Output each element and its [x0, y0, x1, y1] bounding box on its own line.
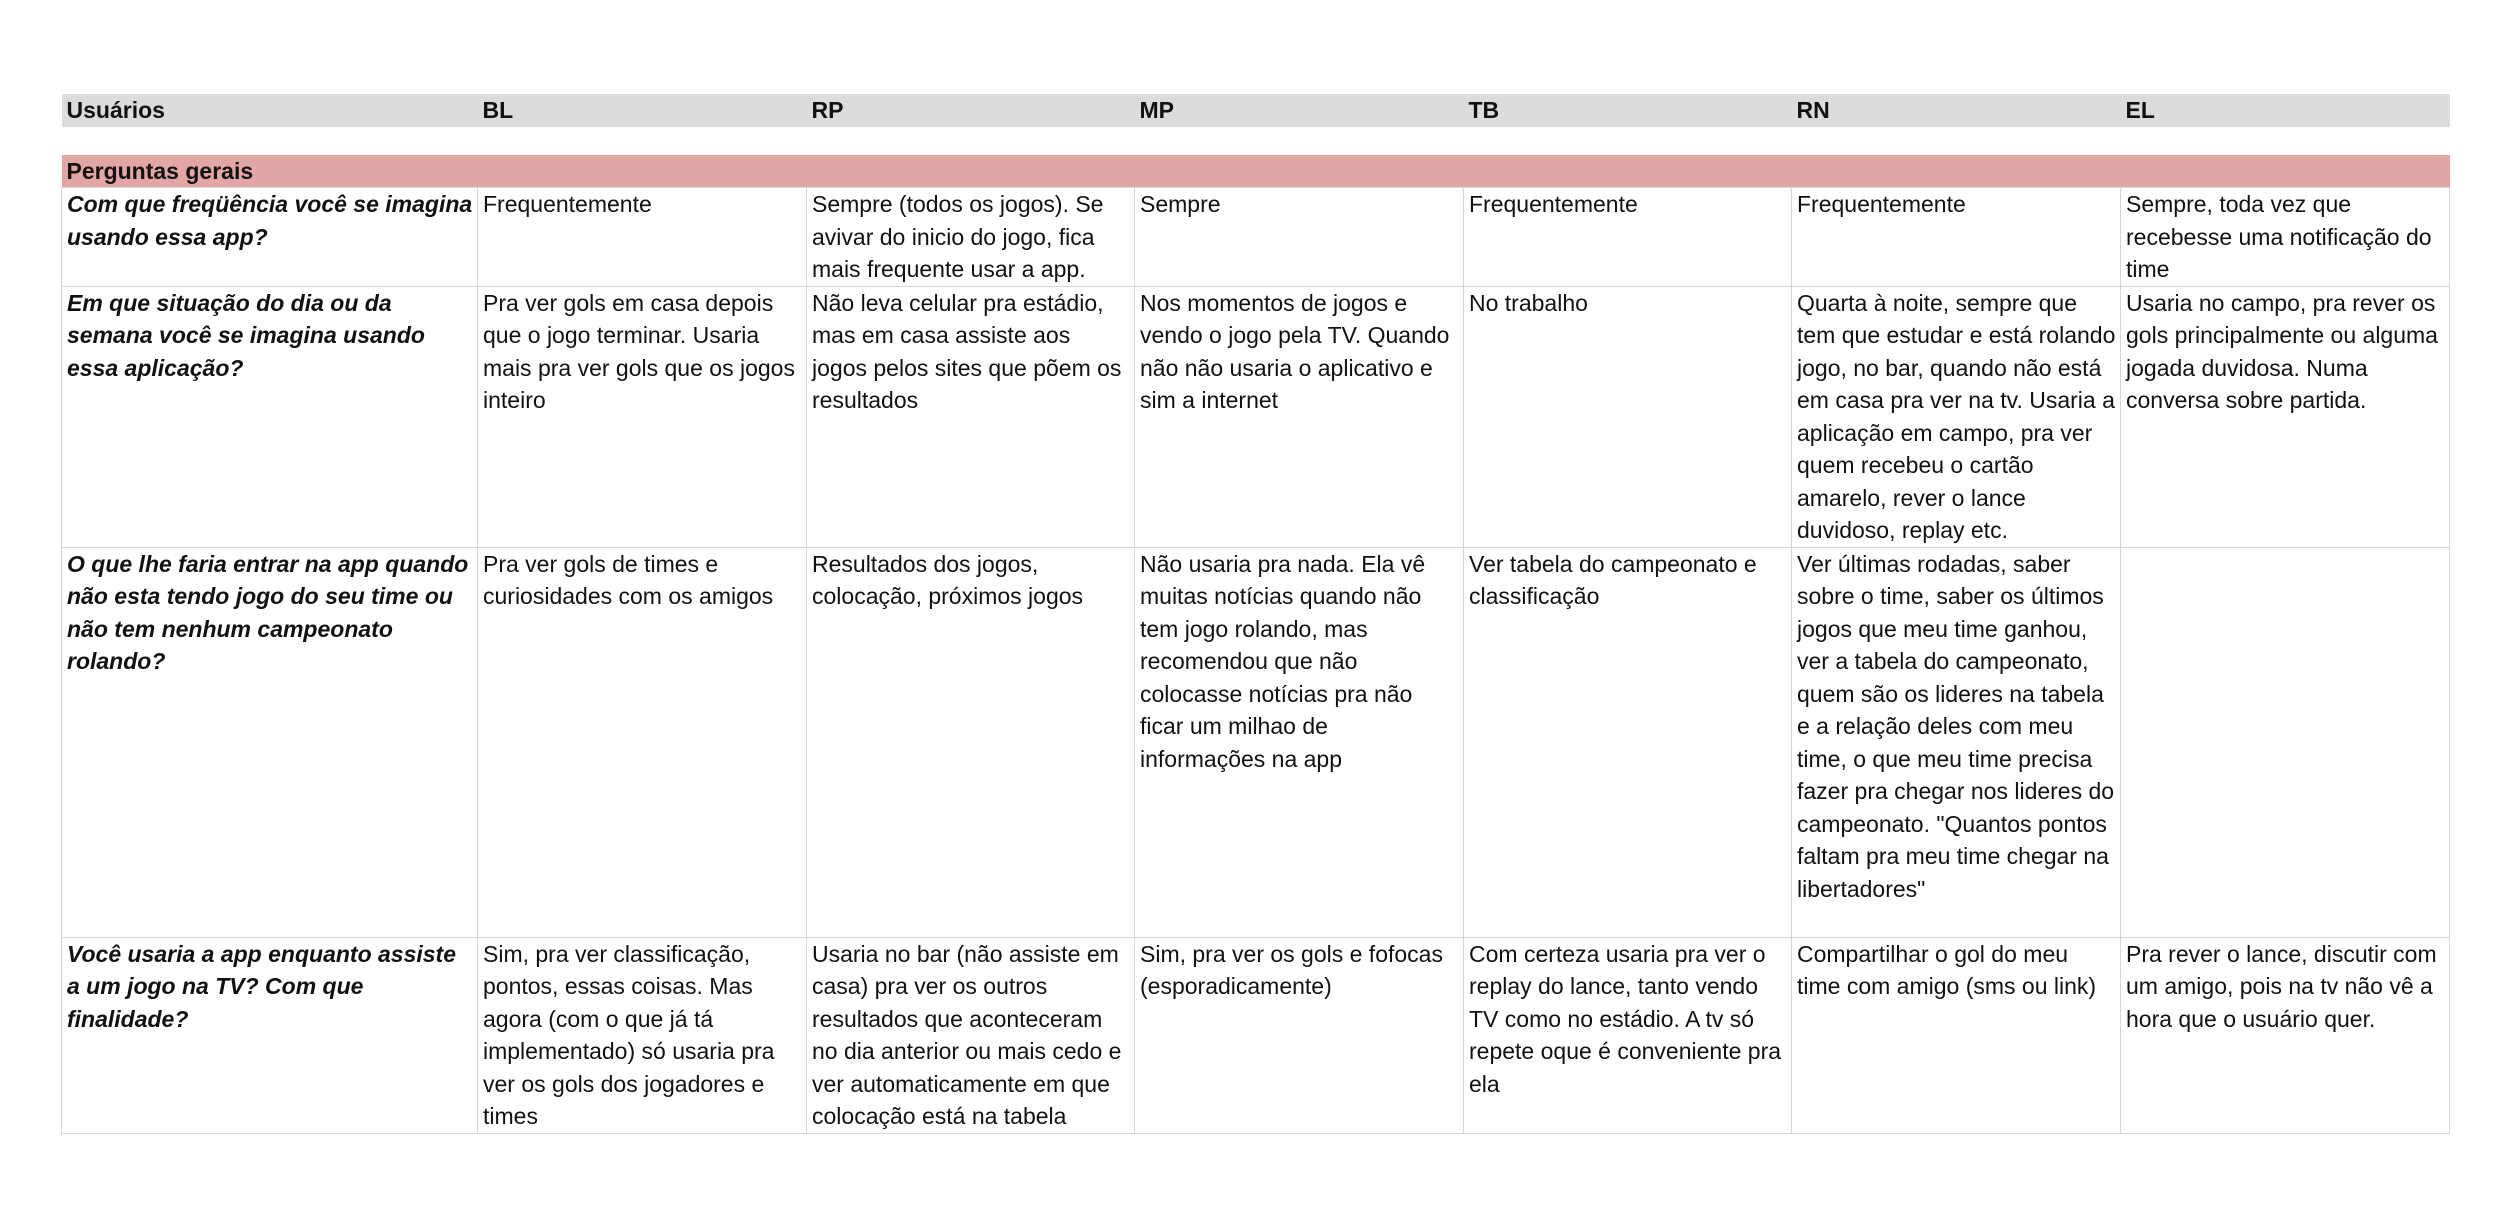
- answer-cell[interactable]: Frequentemente: [478, 188, 807, 287]
- answer-cell[interactable]: Resultados dos jogos, colocação, próximos jogos: [807, 547, 1135, 937]
- answer-cell[interactable]: Sempre (todos os jogos). Se avivar do inicio do jogo, fica mais frequente usar a app.: [807, 188, 1135, 287]
- header-user-cell[interactable]: RN: [1792, 94, 2121, 127]
- answer-cell[interactable]: Frequentemente: [1792, 188, 2121, 287]
- answer-cell[interactable]: No trabalho: [1464, 286, 1792, 547]
- header-user-cell[interactable]: RP: [807, 94, 1135, 127]
- question-row: [62, 937, 2450, 1133]
- section-title-cell[interactable]: Perguntas gerais: [62, 155, 2450, 188]
- answer-cell[interactable]: Sempre, toda vez que recebesse uma notificação do time: [2121, 188, 2450, 287]
- question-cell[interactable]: Com que freqüência você se imagina usando essa app?: [62, 188, 478, 287]
- header-user-cell[interactable]: EL: [2121, 94, 2450, 127]
- spacer-cell: [62, 127, 2450, 155]
- question-cell[interactable]: Em que situação do dia ou da semana você se imagina usando essa aplicação?: [62, 286, 478, 547]
- answer-cell[interactable]: Com certeza usaria pra ver o replay do lance, tanto vendo TV como no estádio. A tv só repete oque é conveniente pra ela: [1464, 937, 1792, 1133]
- spacer-row: [62, 127, 2450, 155]
- header-user-cell[interactable]: BL: [478, 94, 807, 127]
- answer-cell[interactable]: Frequentemente: [1464, 188, 1792, 287]
- answer-cell[interactable]: Nos momentos de jogos e vendo o jogo pela TV. Quando não não usaria o aplicativo e sim a internet: [1135, 286, 1464, 547]
- answer-cell[interactable]: [2121, 547, 2450, 937]
- answer-cell[interactable]: Sim, pra ver classificação, pontos, essas coisas. Mas agora (com o que já tá implementado) só usaria pra ver os gols dos jogadores e times: [478, 937, 807, 1133]
- answer-cell[interactable]: Pra ver gols de times e curiosidades com os amigos: [478, 547, 807, 937]
- question-row: [62, 286, 2450, 547]
- answer-cell[interactable]: Compartilhar o gol do meu time com amigo (sms ou link): [1792, 937, 2121, 1133]
- header-user-cell[interactable]: MP: [1135, 94, 1464, 127]
- answer-cell[interactable]: Quarta à noite, sempre que tem que estudar e está rolando jogo, no bar, quando não está em casa pra ver na tv. Usaria a aplicação em campo, pra ver quem recebeu o cartão amarelo, rever o lance duvidoso, replay etc.: [1792, 286, 2121, 547]
- answer-cell[interactable]: Não leva celular pra estádio, mas em casa assiste aos jogos pelos sites que põem os resultados: [807, 286, 1135, 547]
- header-row: [62, 94, 2450, 127]
- section-row: [62, 155, 2450, 188]
- question-row: [62, 188, 2450, 287]
- header-label-cell[interactable]: Usuários: [62, 94, 478, 127]
- answer-cell[interactable]: Não usaria pra nada. Ela vê muitas notícias quando não tem jogo rolando, mas recomendou que não colocasse notícias pra não ficar um milhao de informações na app: [1135, 547, 1464, 937]
- answer-cell[interactable]: Usaria no campo, pra rever os gols principalmente ou alguma jogada duvidosa. Numa conversa sobre partida.: [2121, 286, 2450, 547]
- answer-cell[interactable]: Sempre: [1135, 188, 1464, 287]
- question-row: [62, 547, 2450, 937]
- header-user-cell[interactable]: TB: [1464, 94, 1792, 127]
- answer-cell[interactable]: Pra ver gols em casa depois que o jogo terminar. Usaria mais pra ver gols que os jogos inteiro: [478, 286, 807, 547]
- answer-cell[interactable]: Usaria no bar (não assiste em casa) pra ver os outros resultados que aconteceram no dia anterior ou mais cedo e ver automaticamente em que colocação está na tabela: [807, 937, 1135, 1133]
- answer-cell[interactable]: Ver tabela do campeonato e classificação: [1464, 547, 1792, 937]
- interview-table: [61, 94, 2450, 1134]
- answer-cell[interactable]: Ver últimas rodadas, saber sobre o time, saber os últimos jogos que meu time ganhou, ver a tabela do campeonato, quem são os lideres na tabela e a relação deles com meu time, o que meu time precisa fazer pra chegar nos lideres do campeonato. "Quantos pontos faltam pra meu time chegar na libertadores": [1792, 547, 2121, 937]
- answer-cell[interactable]: Pra rever o lance, discutir com um amigo, pois na tv não vê a hora que o usuário quer.: [2121, 937, 2450, 1133]
- question-cell[interactable]: O que lhe faria entrar na app quando não esta tendo jogo do seu time ou não tem nenhum campeonato rolando?: [62, 547, 478, 937]
- spreadsheet: [61, 94, 2449, 1134]
- question-cell[interactable]: Você usaria a app enquanto assiste a um jogo na TV? Com que finalidade?: [62, 937, 478, 1133]
- answer-cell[interactable]: Sim, pra ver os gols e fofocas (esporadicamente): [1135, 937, 1464, 1133]
